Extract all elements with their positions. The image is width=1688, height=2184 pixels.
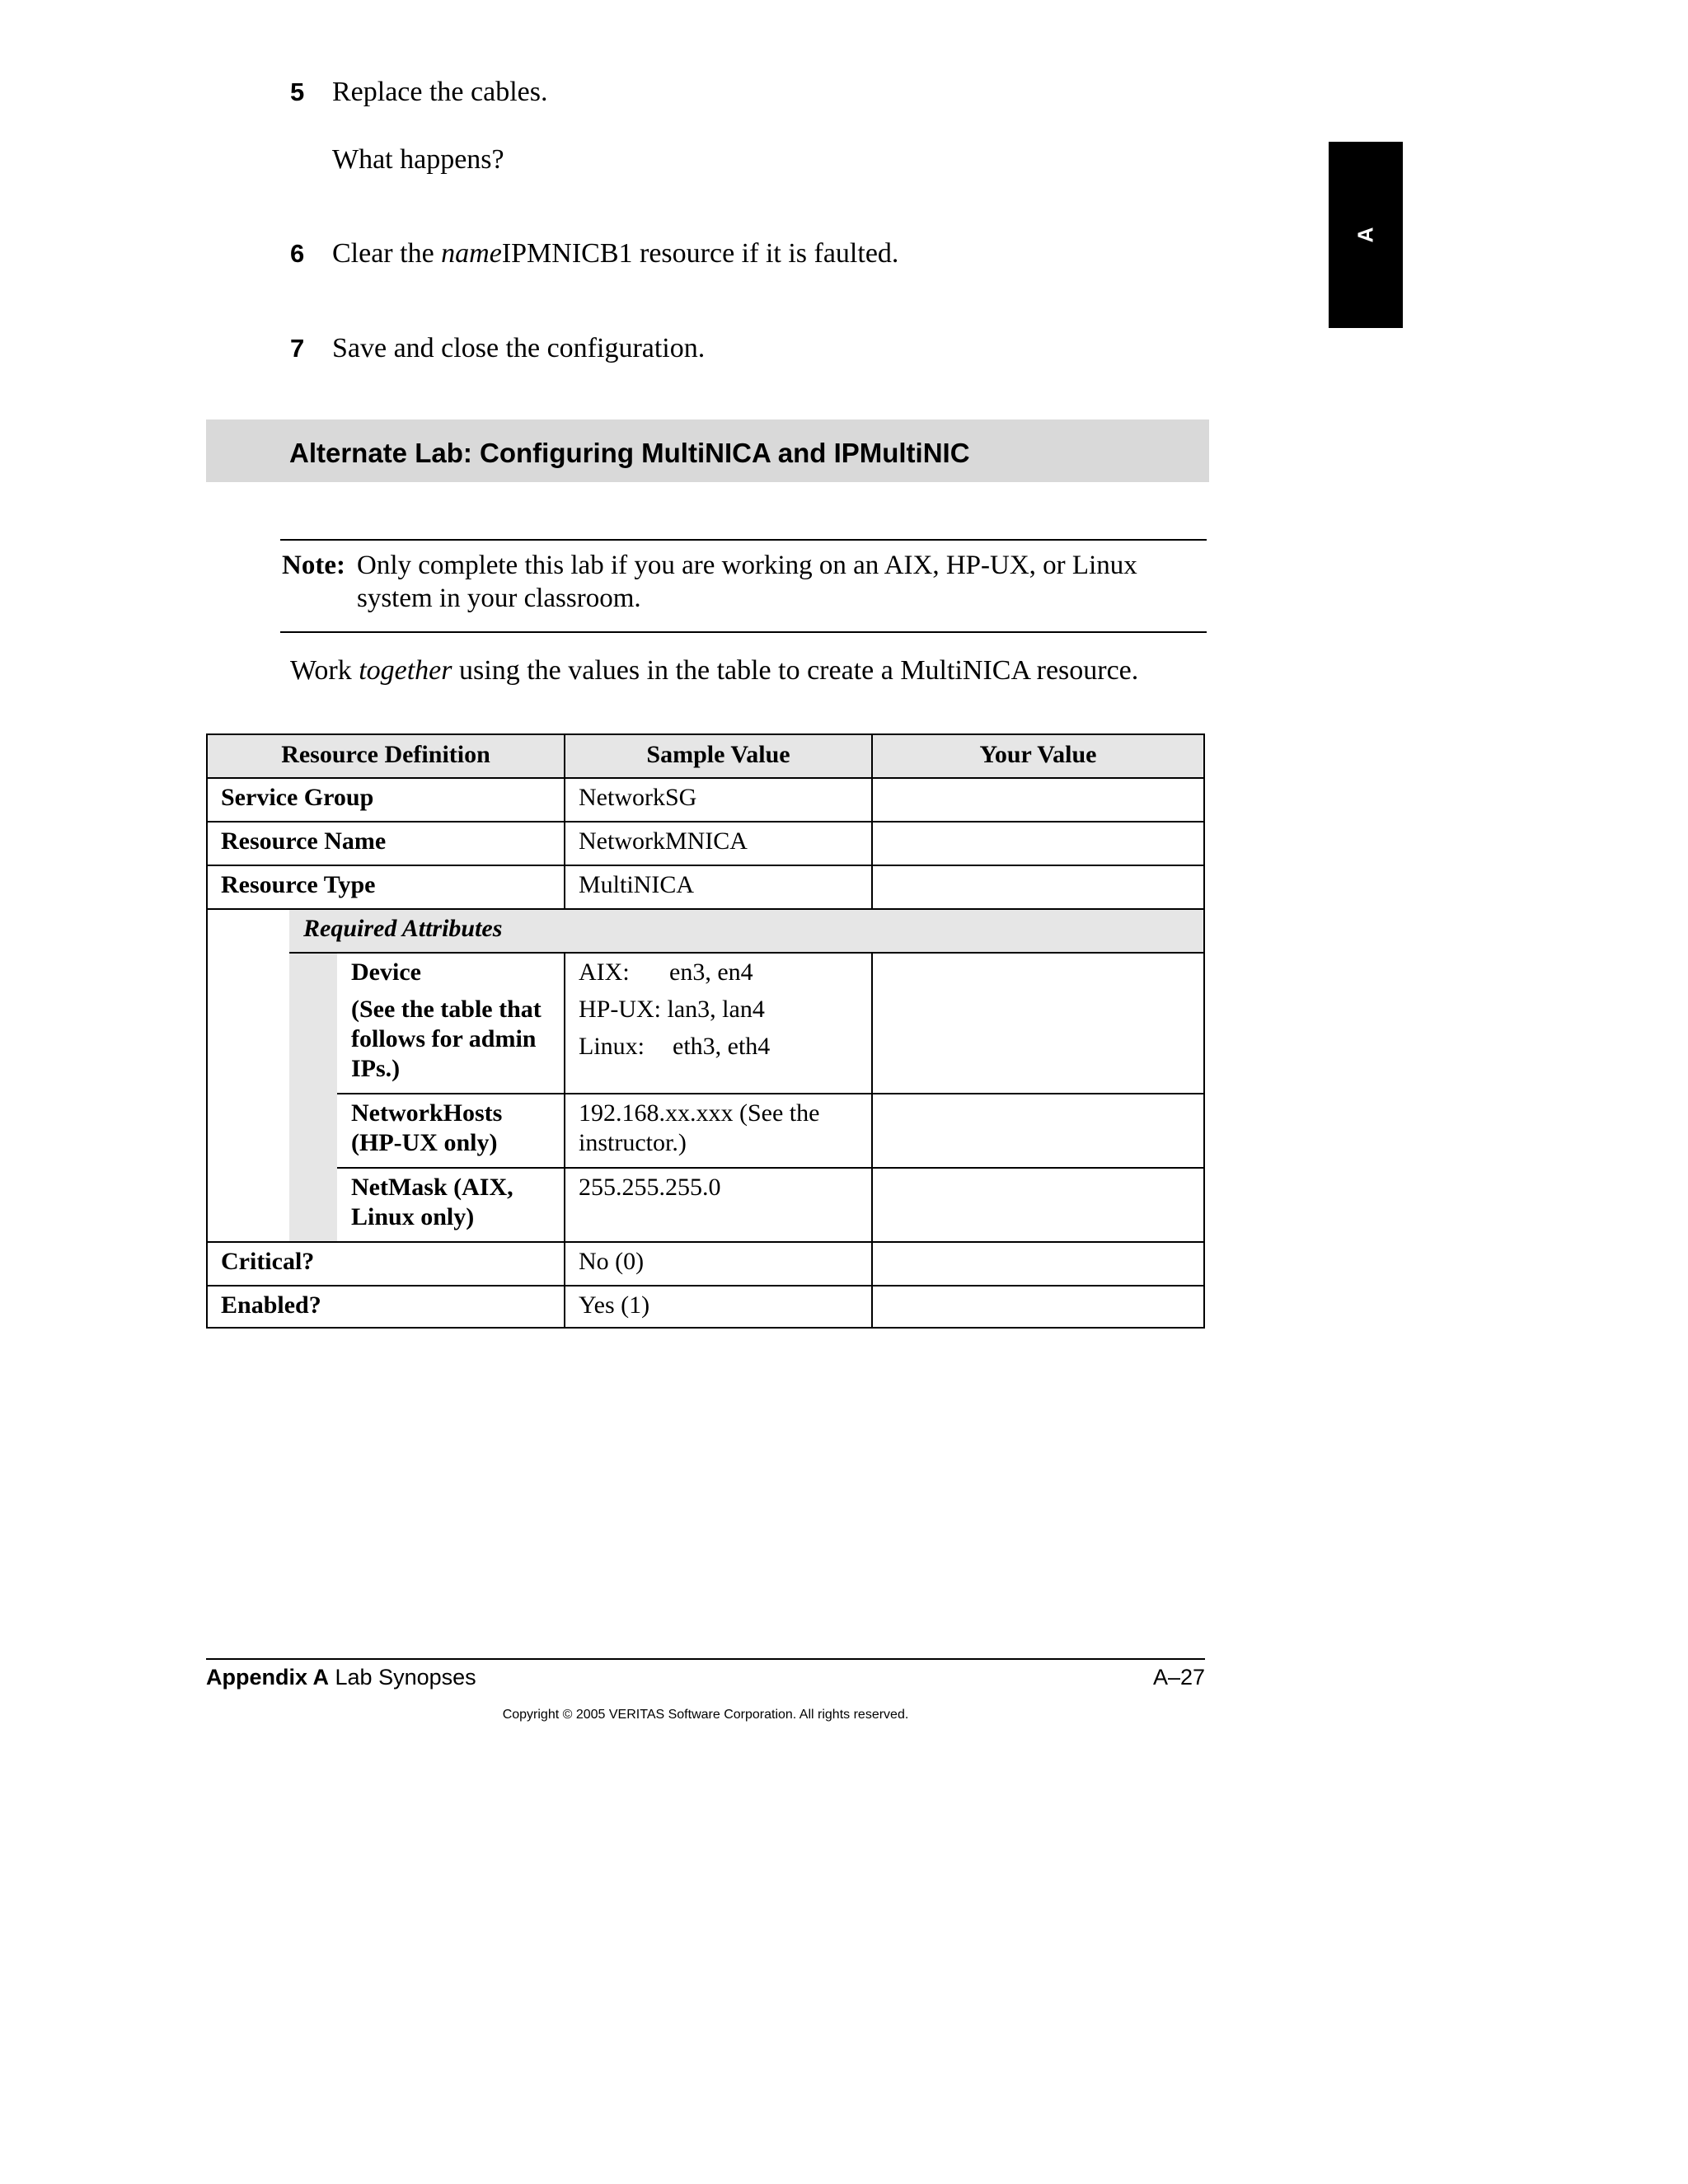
- device-note: (See the table that follows for admin IPs.): [351, 996, 542, 1082]
- device-value-hpux: HP-UX: lan3, lan4: [579, 996, 765, 1023]
- footer-chapter: Appendix A Lab Synopses: [206, 1665, 476, 1690]
- step-number: 6: [290, 239, 305, 268]
- row-resource-name-label: Resource Name: [221, 827, 387, 855]
- network-hosts-label: NetworkHosts (HP-UX only): [351, 1099, 503, 1156]
- netmask-label: NetMask (AIX, Linux only): [351, 1174, 513, 1230]
- intro-text: Work together using the values in the table to create a MultiNICA resource.: [290, 655, 1139, 686]
- netmask-sample: 255.255.255.0: [579, 1174, 721, 1201]
- network-hosts-sample: 192.168.xx.xxx (See the instructor.): [579, 1099, 820, 1156]
- device-value-aix: AIX: en3, en4: [579, 958, 753, 986]
- header-sample-value: Sample Value: [646, 741, 790, 768]
- step-text: Replace the cables.: [332, 77, 548, 107]
- row-enabled-label: Enabled?: [221, 1291, 321, 1319]
- step-5-followup: What happens?: [332, 144, 504, 175]
- step-number: 7: [290, 334, 305, 363]
- row-resource-type-sample: MultiNICA: [579, 871, 695, 898]
- required-attributes-label: Required Attributes: [303, 915, 503, 942]
- row-critical-sample: No (0): [579, 1248, 645, 1275]
- row-service-group-sample: NetworkSG: [579, 784, 697, 811]
- device-value-linux: Linux: eth3, eth4: [579, 1033, 771, 1060]
- step-number: 5: [290, 77, 305, 106]
- row-service-group-label: Service Group: [221, 784, 374, 811]
- row-resource-type-label: Resource Type: [221, 871, 376, 898]
- header-resource-definition: Resource Definition: [281, 741, 490, 768]
- footer-rule: [206, 1658, 1205, 1660]
- header-your-value: Your Value: [979, 741, 1097, 768]
- required-attributes-indent: [289, 953, 337, 1243]
- note-text: Only complete this lab if you are working on an AIX, HP-UX, or Linux system in your classroom.: [357, 551, 1137, 613]
- step-text: Clear the nameIPMNICB1 resource if it is faulted.: [332, 238, 899, 269]
- row-enabled-sample: Yes (1): [579, 1291, 650, 1319]
- section-header: [206, 419, 1209, 482]
- footer-copyright: Copyright © 2005 VERITAS Software Corporation. All rights reserved.: [502, 1708, 909, 1722]
- footer-page-number: A–27: [1152, 1665, 1205, 1690]
- note-box: [280, 539, 1207, 633]
- section-title: Alternate Lab: Configuring MultiNICA and IPMultiNIC: [289, 438, 970, 468]
- appendix-side-tab: [1329, 142, 1403, 328]
- resource-table: [206, 733, 1205, 1329]
- device-label: Device: [351, 958, 421, 986]
- side-tab-label: A: [1353, 227, 1378, 243]
- note-label: Note:: [282, 551, 345, 580]
- row-critical-label: Critical?: [221, 1248, 315, 1275]
- step-text: Save and close the configuration.: [332, 333, 706, 363]
- row-resource-name-sample: NetworkMNICA: [579, 827, 748, 855]
